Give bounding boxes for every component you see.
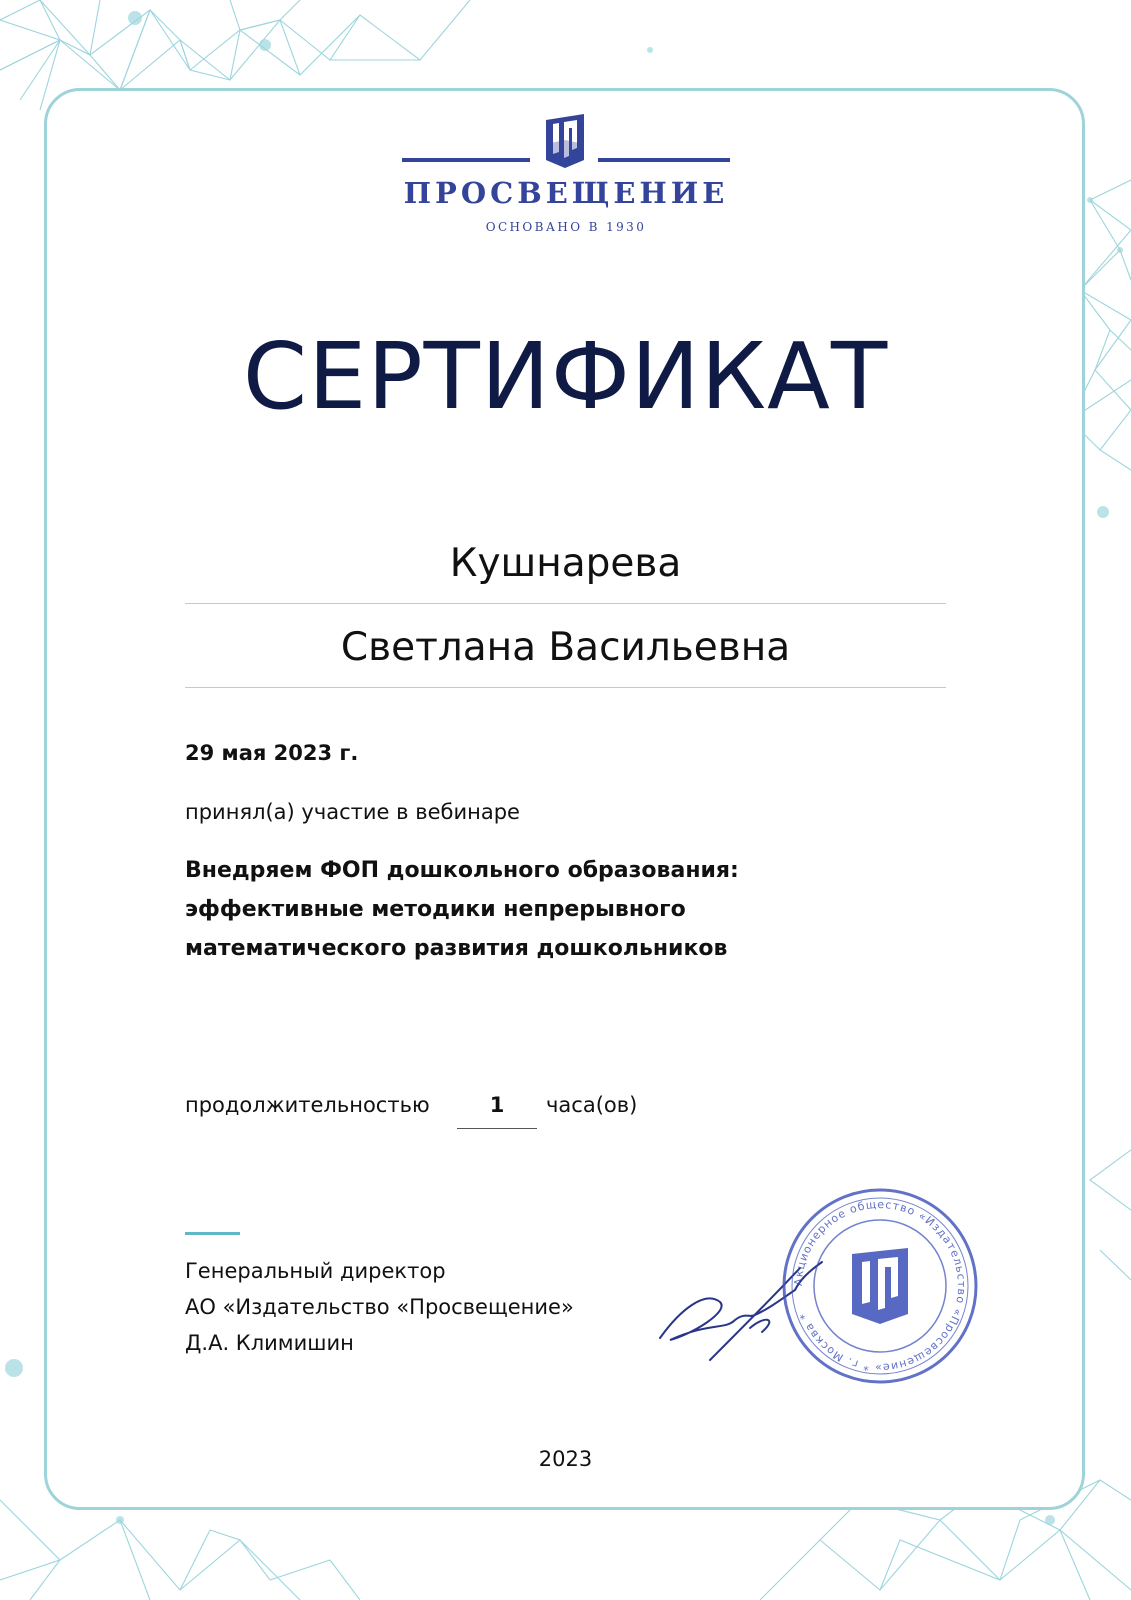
recipient-surname: Кушнарева [449, 541, 682, 586]
event-date: 29 мая 2023 г. [185, 741, 359, 765]
given-names-underline [185, 687, 946, 688]
ip-monogram-icon [544, 114, 586, 168]
webinar-title-line: математического развития дошкольников [185, 936, 728, 961]
duration-underline [457, 1128, 537, 1129]
signatory-block [185, 1253, 574, 1361]
duration-label: продолжительностью [185, 1093, 430, 1117]
logo-founded: ОСНОВАНО В 1930 [485, 220, 647, 234]
participation-text: принял(а) участие в вебинаре [185, 800, 520, 824]
recipient-given-names: Светлана Васильевна [340, 625, 791, 670]
webinar-title [185, 851, 945, 968]
official-stamp [780, 1186, 980, 1386]
logo-rule-left [402, 158, 530, 162]
logo-name: ПРОСВЕЩЕНИЕ [403, 176, 729, 210]
stamp-ip-icon [852, 1248, 908, 1324]
webinar-title-line: Внедряем ФОП дошкольного образования: [185, 858, 739, 883]
webinar-title-line: эффективные методики непрерывного [185, 897, 686, 922]
signatory-position: Генеральный директор [185, 1259, 446, 1283]
duration-value: 1 [489, 1093, 505, 1117]
certificate-title: СЕРТИФИКАТ [242, 323, 889, 430]
duration-unit: часа(ов) [546, 1093, 638, 1117]
stamp-text: Акционерное общество «Издательство «Просвещение» * г. Москва * [791, 1197, 969, 1375]
footer-year: 2023 [538, 1447, 593, 1471]
signatory-accent-line [185, 1232, 240, 1235]
logo-rule-right [598, 158, 730, 162]
surname-underline [185, 603, 946, 604]
signatory-organization: АО «Издательство «Просвещение» [185, 1295, 574, 1319]
signatory-name: Д.А. Климишин [185, 1331, 354, 1355]
publisher-logo [400, 114, 732, 244]
